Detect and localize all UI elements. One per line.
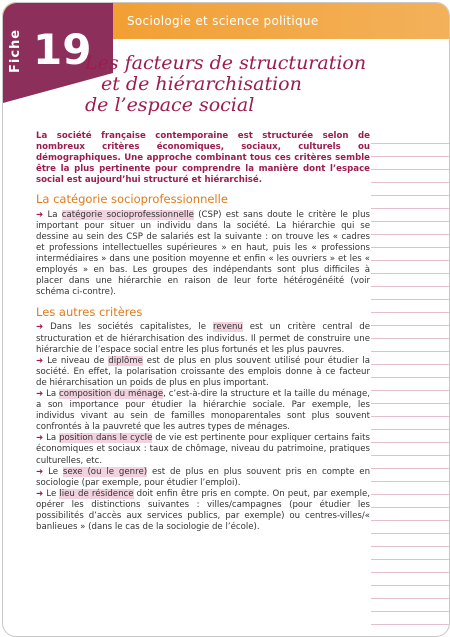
highlighted-term: composition du ménage xyxy=(58,388,164,399)
fiche-label: Fiche xyxy=(8,28,23,73)
intro-paragraph: La société française contemporaine est structurée selon de nombreux critères économiques, sociaux, culturels ou démographiques. Une approche combinant tous ces critères semble être la plus pertinente pour comprendre la manière dont l’espace social est aujourd’hui structuré et hiérarchisé. xyxy=(36,131,370,186)
list-item xyxy=(36,210,370,299)
item-text: est un critère central de structuration et de hiérarchisation des individus. Il permet de construire une hiérarchie de l’espace social entre les plus fortunés et les plus pauvres. xyxy=(36,322,370,355)
list-item xyxy=(36,356,370,389)
list-item xyxy=(36,489,370,533)
item-text: La xyxy=(47,209,62,220)
item-text: (CSP) est sans doute le critère le plus important pour situer un individu dans la société. La hiérarchie qui se dessine au sein des CSP de salariés est la suivante : on trouve les « cadres et professions intellectuelles supérieures » en haut, puis les « professions intermédiaires » dans une position moyenne et enfin « les ouvriers » et les « employés » en bas. Les groupes des indépendants sont plus difficiles à placer dans une hiérarchie en raison de leur forte hétérogénéité (voir schéma ci-contre). xyxy=(36,209,370,298)
list-item xyxy=(36,389,370,433)
highlighted-term: diplôme xyxy=(108,355,143,366)
item-text: La xyxy=(46,433,60,444)
section-label: Sociologie et science politique xyxy=(127,14,319,28)
fiche-card xyxy=(2,2,450,637)
highlighted-term: catégorie socioprofessionnelle xyxy=(61,209,194,220)
arrow-icon: ➜ xyxy=(36,322,44,333)
section-heading-autres: Les autres critères xyxy=(36,305,143,320)
arrow-icon: ➜ xyxy=(36,433,44,444)
highlighted-term: revenu xyxy=(212,322,243,333)
arrow-icon: ➜ xyxy=(36,209,44,220)
arrow-icon: ➜ xyxy=(36,488,44,499)
title-line-2: et de hiérarchisation xyxy=(101,73,302,95)
item-text: , c’est-à-dire la structure et la taille du ménage, a son importance pour étudier la hiérarchie sociale. Par exemple, les individus vivant au sein de familles monoparentales sont plus souvent confrontés à la pauvreté que les autres types de ménages. xyxy=(36,388,371,433)
arrow-icon: ➜ xyxy=(36,466,44,477)
notes-lines xyxy=(371,131,450,631)
highlighted-term: position dans le cycle xyxy=(59,433,153,444)
fiche-number: 19 xyxy=(33,25,92,74)
item-text: La xyxy=(46,388,59,399)
highlighted-term: lieu de résidence xyxy=(59,488,134,499)
item-text: est de plus en plus souvent utilisé pour étudier la société. En effet, la polarisation croissante des emplois donne à ce facteur de hiérarchisation un poids de plus en plus important. xyxy=(36,355,371,388)
title-line-3: de l’espace social xyxy=(85,94,255,116)
item-text: Le niveau de xyxy=(47,355,109,366)
item-text: est de plus en plus souvent pris en compte en sociologie (par exemple, pour étudier l’emploi). xyxy=(36,466,371,488)
list-item xyxy=(36,467,370,489)
item-text: de vie est pertinente pour expliquer certains faits économiques et sociaux : taux de chômage, niveau du patrimoine, pratiques culturelles, etc. xyxy=(36,433,371,466)
list-item xyxy=(36,322,370,355)
page-title xyxy=(85,53,415,116)
arrow-icon: ➜ xyxy=(36,388,44,399)
item-text: Le xyxy=(46,488,60,499)
item-text: Le xyxy=(48,466,63,477)
title-line-1: Les facteurs de structuration xyxy=(85,52,367,74)
item-text: doit enfin être pris en compte. On peut, par exemple, opérer les distinctions suivantes : villes/campagnes (pour étudier les possibilités d’accès aux services publics, par exemple) ou centres-villes/« banlieues » (dans le cas de la sociologie de l’école). xyxy=(36,488,371,533)
list-item xyxy=(36,433,370,466)
highlighted-term: sexe (ou le genre) xyxy=(62,466,148,477)
main-content xyxy=(36,131,370,533)
section-heading-csp: La catégorie socioprofessionnelle xyxy=(36,192,228,207)
arrow-icon: ➜ xyxy=(36,355,44,366)
item-text: Dans les sociétés capitalistes, le xyxy=(50,322,213,333)
